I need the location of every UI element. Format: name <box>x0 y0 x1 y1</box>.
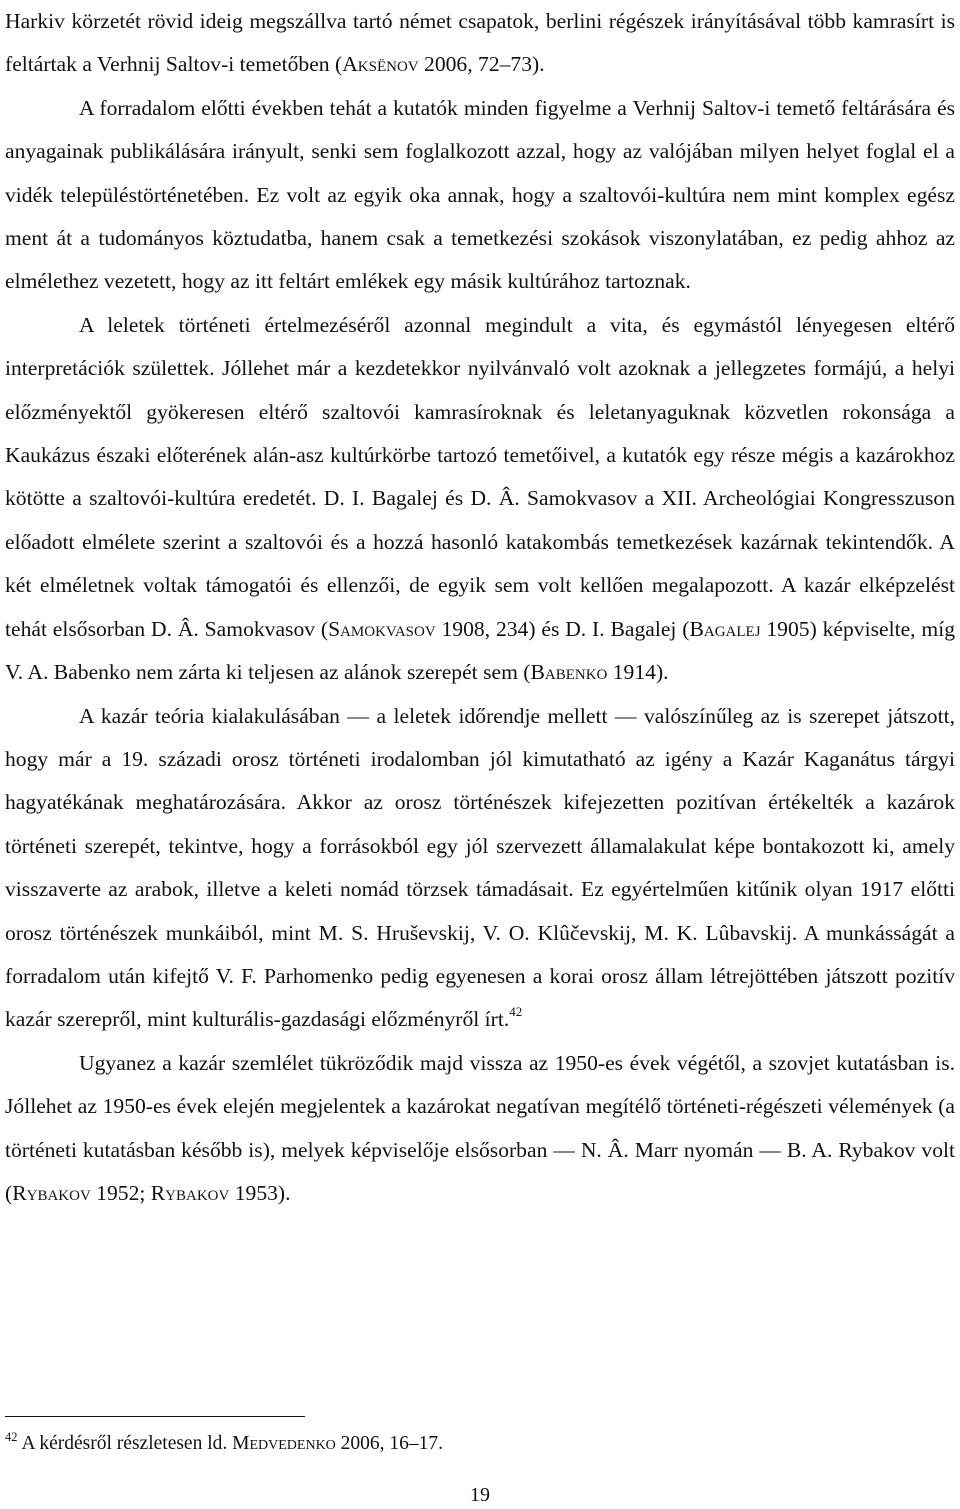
paragraph-text: 1914). <box>607 660 669 685</box>
footnote-reference[interactable]: 42 <box>509 1004 523 1020</box>
paragraph-text: A forradalom előtti években tehát a kutatók minden figyelme a Verhnij Saltov-i temető feltárására és anyagainak publikálására irányult, senki sem foglalkozott azzal, hogy az valójában milyen helyet foglal el a vidék településtörténetében. Ez volt az egyik oka annak, hogy a szaltovói-kultúra nem mint komplex egész ment át a tudományos köztudatba, hanem csak a temetkezési szokások viszonylatában, ez pedig ahhoz az elmélethez vezetett, hogy az itt feltárt emlékek egy másik kultúrához tartoznak. <box>5 95 955 294</box>
paragraph-text: 1953). <box>229 1180 291 1205</box>
paragraph-text: 2006, 72–73). <box>418 52 545 77</box>
footnote-text: 2006, 16–17. <box>335 1433 444 1454</box>
paragraph-text: Harkiv körzetét rövid ideig megszállva tartó német csapatok, berlini régészek irányításával több kamrasírt is feltártak a Verhnij Saltov-i temetőben ( <box>5 9 955 77</box>
paragraph-text: 1908, 234) és D. I. Bagalej ( <box>435 616 690 641</box>
footnote <box>5 1432 955 1456</box>
paragraph-text: 1905) képviselte, míg V. A. Babenko nem zárta ki teljesen az alánok szerepét sem ( <box>5 616 955 685</box>
paragraph-text: 1952; <box>90 1180 151 1205</box>
main-text <box>5 0 955 1215</box>
paragraph-text: A leletek történeti értelmezéséről azonnal megindult a vita, és egymástól lényegesen eltérő interpretációk születtek. Jóllehet már a kezdetekkor nyilvánvaló volt azoknak a jellegzetes formájú, a helyi előzményektől gyökeresen eltérő szaltovói kamrasíroknak és leletanyaguknak közvetlen rokonsága a Kaukázus északi előterének alán-asz kultúrkörbe tartozó temetőivel, a kutatók egy része mégis a kazárokhoz kötötte a szaltovói-kultúra eredetét. D. I. Bagalej és D. Â. Samokvasov a XII. Archeológiai Kongresszuson előadott elmélete szerint a szaltovói és a hozzá hasonló katakombás temetkezések kazárnak tekintendők. A két elméletnek voltak támogatói és ellenzői, de egyik sem volt kellően megalapozott. A kazár elképzelést tehát elsősorban D. Â. Samokvasov ( <box>5 312 955 641</box>
paragraph <box>5 1042 955 1216</box>
author-citation: Rybakov <box>150 1180 230 1205</box>
author-citation: Babenko <box>530 660 608 685</box>
page-number: 19 <box>470 1484 490 1506</box>
author-citation: Samokvasov <box>328 616 436 641</box>
footnote-separator <box>5 1416 305 1417</box>
paragraph-text: Ugyanez a kazár szemlélet tükröződik majd vissza az 1950-es évek végétől, a szovjet kutatásban is. Jóllehet az 1950-es évek elején megjelentek a kazárokat negatívan megítélő történeti-régészeti vélemények (a történeti kutatásban később is), melyek képviselője elsősorban — N. Â. Marr nyomán — B. A. Rybakov volt ( <box>5 1050 955 1205</box>
document-page <box>5 0 955 1215</box>
paragraph <box>5 695 955 1042</box>
paragraph-text: A kazár teória kialakulásában — a leletek időrendje mellett — valószínűleg az is szerepet játszott, hogy már a 19. századi orosz történeti irodalomban jól kimutatható az igény a Kazár Kaganátus tárgyi hagyatékának meghatározására. Akkor az orosz történészek kifejezetten pozitívan értékelték a kazárok történeti szerepét, tekintve, hogy a forrásokból egy jól szervezett államalakulat képe bontakozott ki, amely visszaverte az arabok, illetve a keleti nomád törzsek támadásait. Ez egyértelműen kitűnik olyan 1917 előtti orosz történészek munkáiból, mint M. S. Hruševskij, V. O. Klûčevskij, M. K. Lûbavskij. A munkásságát a forradalom után kifejtő V. F. Parhomenko pedig egyenesen a korai orosz állam létrejöttében játszott pozitív kazár szerepről, mint kulturális-gazdasági előzményről írt. <box>5 703 955 1032</box>
footnote-number: 42 <box>5 1430 18 1444</box>
paragraph-continuation <box>5 0 955 87</box>
author-citation: Bagalej <box>689 616 761 641</box>
author-citation: Aksënov <box>342 52 419 77</box>
author-citation: Medvedenko <box>232 1433 336 1454</box>
author-citation: Rybakov <box>12 1180 91 1205</box>
paragraph <box>5 304 955 695</box>
footnote-text: A kérdésről részletesen ld. <box>21 1433 233 1454</box>
paragraph <box>5 87 955 304</box>
